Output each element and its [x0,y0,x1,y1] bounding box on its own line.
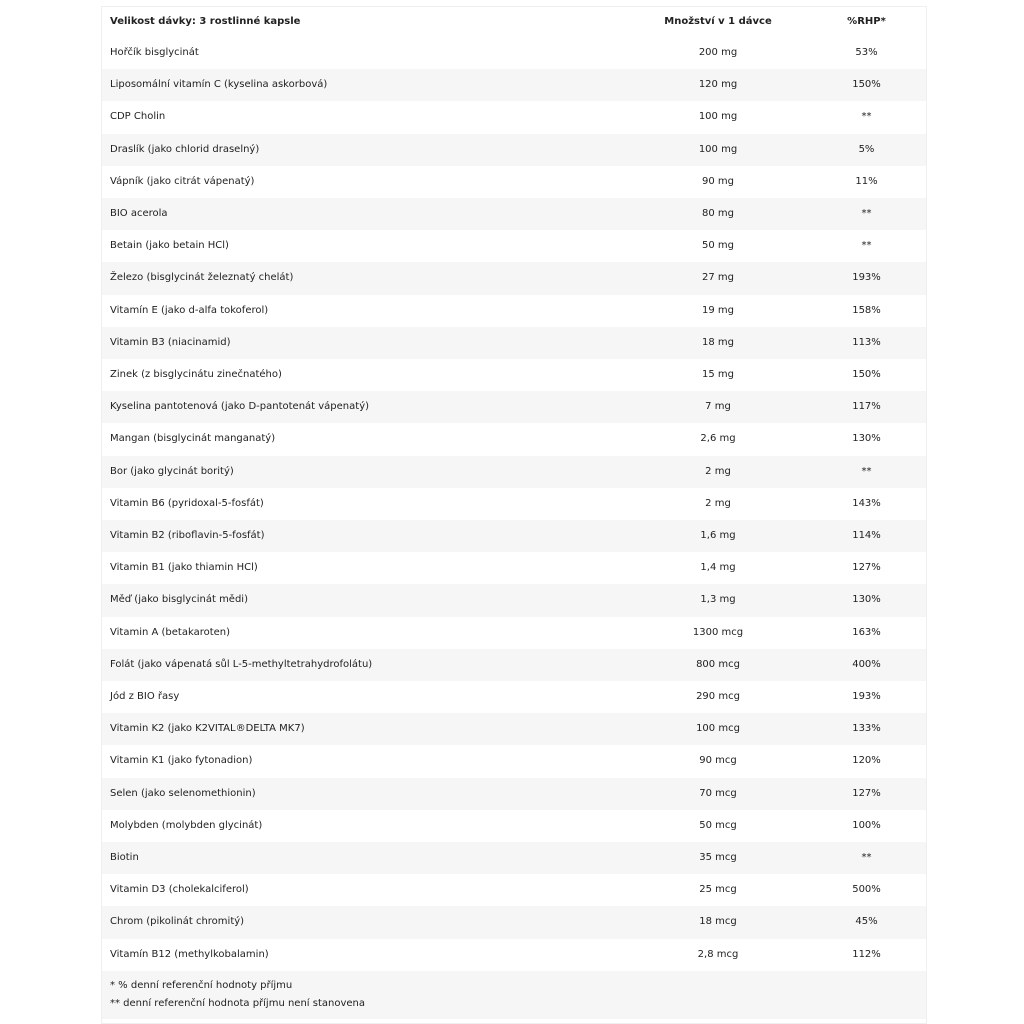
footnotes [102,971,926,1019]
table-row [102,584,926,616]
table-row [102,810,926,842]
ingredient-amount: 1300 mcg [617,617,819,649]
ingredient-name: Zinek (z bisglycinátu zinečnatého) [102,359,617,391]
table-row [102,778,926,810]
ingredient-rhp: 120% [819,745,926,777]
ingredient-name: Biotin [102,842,617,874]
table-row [102,874,926,906]
ingredient-rhp: ** [819,456,926,488]
table-row [102,262,926,294]
ingredient-rhp: 130% [819,423,926,455]
ingredient-rhp: 5% [819,134,926,166]
ingredient-name: Vápník (jako citrát vápenatý) [102,166,617,198]
ingredient-rhp: ** [819,842,926,874]
table-row [102,681,926,713]
ingredient-rhp: ** [819,230,926,262]
ingredient-name: Vitamín E (jako d-alfa tokoferol) [102,295,617,327]
ingredient-rhp: 158% [819,295,926,327]
table-body [102,37,926,971]
table-row [102,69,926,101]
table-row [102,101,926,133]
ingredient-name: Vitamin K2 (jako K2VITAL®DELTA MK7) [102,713,617,745]
ingredient-rhp: 100% [819,810,926,842]
table-row [102,745,926,777]
ingredient-rhp: 150% [819,359,926,391]
ingredient-rhp: 112% [819,939,926,971]
ingredient-name: Folát (jako vápenatá sůl L-5-methyltetrahydrofolátu) [102,649,617,681]
ingredient-rhp: 163% [819,617,926,649]
ingredient-name: Vitamin A (betakaroten) [102,617,617,649]
table-row [102,134,926,166]
ingredient-amount: 120 mg [617,69,819,101]
ingredient-rhp: 53% [819,37,926,69]
table-row [102,617,926,649]
ingredient-amount: 100 mg [617,134,819,166]
header-amount: Množství v 1 dávce [664,16,772,27]
ingredient-name: Selen (jako selenomethionin) [102,778,617,810]
ingredient-amount: 1,3 mg [617,584,819,616]
ingredient-rhp: 127% [819,552,926,584]
ingredient-rhp: 130% [819,584,926,616]
ingredient-amount: 2,8 mcg [617,939,819,971]
ingredient-name: Kyselina pantotenová (jako D-pantotenát vápenatý) [102,391,617,423]
ingredient-amount: 35 mcg [617,842,819,874]
ingredient-amount: 100 mcg [617,713,819,745]
table-row [102,456,926,488]
header-rhp: %RHP* [847,16,886,27]
ingredient-rhp: 113% [819,327,926,359]
footnote-not-set: ** denní referenční hodnota příjmu není stanovena [110,997,365,1009]
table-row [102,842,926,874]
ingredient-rhp: 400% [819,649,926,681]
ingredient-name: Měď (jako bisglycinát mědi) [102,584,617,616]
footnote-rhp: * % denní referenční hodnoty příjmu [110,979,293,991]
ingredient-name: Vitamin B2 (riboflavin-5-fosfát) [102,520,617,552]
ingredient-name: CDP Cholin [102,101,617,133]
nutrition-table-container [101,6,927,1024]
ingredient-name: Draslík (jako chlorid draselný) [102,134,617,166]
ingredient-amount: 7 mg [617,391,819,423]
table-row [102,359,926,391]
ingredient-rhp: 114% [819,520,926,552]
ingredient-name: Liposomální vitamín C (kyselina askorbová) [102,69,617,101]
ingredient-rhp: ** [819,198,926,230]
ingredient-amount: 800 mcg [617,649,819,681]
ingredient-rhp: 143% [819,488,926,520]
ingredient-name: Vitamin K1 (jako fytonadion) [102,745,617,777]
table-row [102,230,926,262]
ingredient-name: Železo (bisglycinát železnatý chelát) [102,262,617,294]
ingredient-amount: 19 mg [617,295,819,327]
table-row [102,327,926,359]
ingredient-amount: 200 mg [617,37,819,69]
ingredient-name: Mangan (bisglycinát manganatý) [102,423,617,455]
ingredient-rhp: 500% [819,874,926,906]
ingredient-rhp: ** [819,101,926,133]
ingredient-amount: 18 mcg [617,906,819,938]
table-row [102,488,926,520]
ingredient-rhp: 150% [819,69,926,101]
ingredient-rhp: 45% [819,906,926,938]
ingredient-amount: 90 mg [617,166,819,198]
ingredient-amount: 1,4 mg [617,552,819,584]
ingredient-name: Vitamin B1 (jako thiamin HCl) [102,552,617,584]
ingredient-amount: 2 mg [617,488,819,520]
ingredient-amount: 50 mcg [617,810,819,842]
ingredient-name: Vitamin B6 (pyridoxal-5-fosfát) [102,488,617,520]
ingredient-rhp: 193% [819,681,926,713]
header-serving-size: Velikost dávky: 3 rostlinné kapsle [110,16,301,27]
ingredient-amount: 2 mg [617,456,819,488]
ingredient-name: Molybden (molybden glycinát) [102,810,617,842]
ingredient-amount: 50 mg [617,230,819,262]
table-row [102,552,926,584]
ingredient-name: BIO acerola [102,198,617,230]
table-row [102,939,926,971]
table-row [102,649,926,681]
ingredient-amount: 1,6 mg [617,520,819,552]
table-header-row [102,7,926,37]
ingredient-name: Chrom (pikolinát chromitý) [102,906,617,938]
ingredient-rhp: 127% [819,778,926,810]
ingredient-name: Vitamín B12 (methylkobalamin) [102,939,617,971]
ingredient-amount: 100 mg [617,101,819,133]
table-row [102,37,926,69]
nutrition-table [102,7,926,1019]
table-row [102,391,926,423]
ingredient-rhp: 193% [819,262,926,294]
ingredient-amount: 25 mcg [617,874,819,906]
ingredient-name: Jód z BIO řasy [102,681,617,713]
table-row [102,906,926,938]
ingredient-name: Betain (jako betain HCl) [102,230,617,262]
table-row [102,520,926,552]
table-row [102,713,926,745]
ingredient-amount: 80 mg [617,198,819,230]
ingredient-rhp: 133% [819,713,926,745]
table-row [102,166,926,198]
ingredient-amount: 27 mg [617,262,819,294]
table-row [102,295,926,327]
ingredient-rhp: 11% [819,166,926,198]
ingredient-amount: 70 mcg [617,778,819,810]
ingredient-name: Vitamin B3 (niacinamid) [102,327,617,359]
footnote-row [102,971,926,1019]
ingredient-amount: 2,6 mg [617,423,819,455]
ingredient-amount: 90 mcg [617,745,819,777]
ingredient-name: Hořčík bisglycinát [102,37,617,69]
table-row [102,198,926,230]
ingredient-name: Vitamin D3 (cholekalciferol) [102,874,617,906]
ingredient-name: Bor (jako glycinát boritý) [102,456,617,488]
ingredient-rhp: 117% [819,391,926,423]
table-row [102,423,926,455]
ingredient-amount: 15 mg [617,359,819,391]
ingredient-amount: 18 mg [617,327,819,359]
ingredient-amount: 290 mcg [617,681,819,713]
